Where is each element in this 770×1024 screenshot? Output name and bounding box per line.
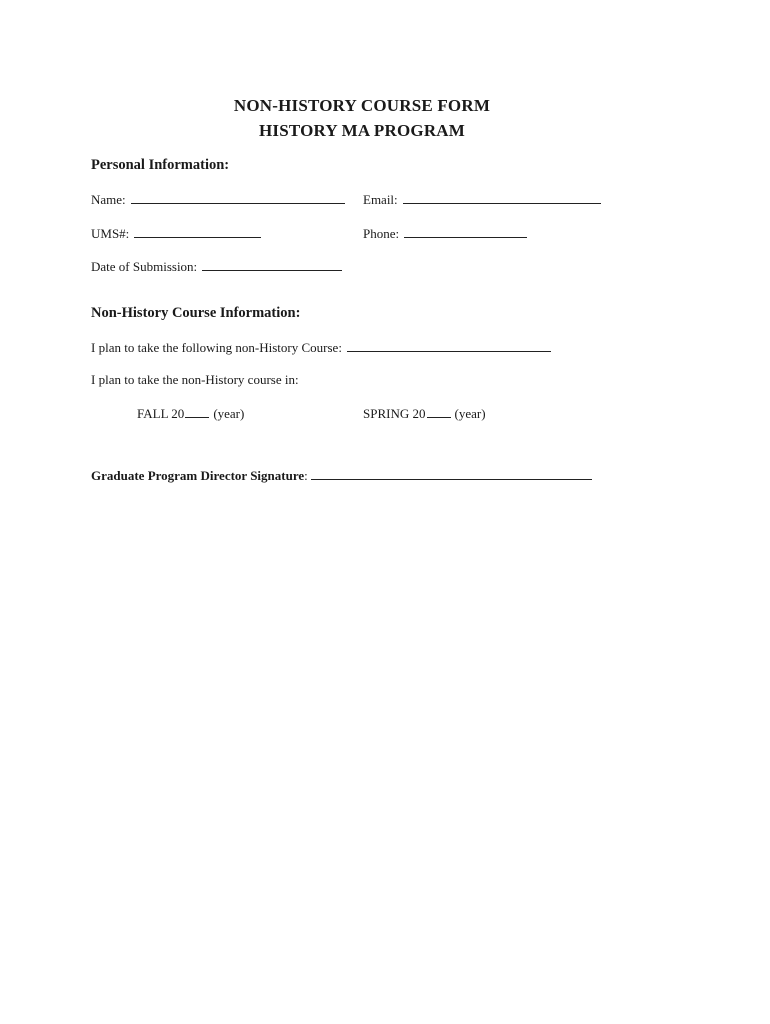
date-submission-field[interactable] xyxy=(91,258,342,275)
fall-term-field[interactable] xyxy=(137,405,244,422)
fall-label: FALL 20 xyxy=(137,406,185,421)
name-field[interactable] xyxy=(91,191,345,208)
form-title-line1: NON-HISTORY COURSE FORM xyxy=(233,96,491,115)
form-title-line2: HISTORY MA PROGRAM xyxy=(258,121,466,140)
personal-info-heading: Personal Information: xyxy=(91,157,230,173)
fall-year-input-line[interactable] xyxy=(185,405,209,418)
spring-year-suffix: (year) xyxy=(454,406,486,421)
course-name-label: I plan to take the following non-History Course: xyxy=(91,340,342,355)
spring-year-input-line[interactable] xyxy=(427,405,451,418)
email-label: Email: xyxy=(363,192,398,207)
spring-label: SPRING 20 xyxy=(363,406,426,421)
phone-input-line[interactable] xyxy=(404,225,527,238)
fall-year-suffix: (year) xyxy=(213,406,245,421)
ums-label: UMS#: xyxy=(91,226,130,241)
spring-term-field[interactable] xyxy=(363,405,486,422)
course-info-heading: Non-History Course Information: xyxy=(91,305,301,321)
director-signature-label: Graduate Program Director Signature xyxy=(91,468,305,483)
date-submission-input-line[interactable] xyxy=(202,258,342,271)
ums-input-line[interactable] xyxy=(134,225,261,238)
phone-label: Phone: xyxy=(363,226,400,241)
signature-colon: : xyxy=(304,468,308,483)
email-field[interactable] xyxy=(363,191,601,208)
director-signature-field[interactable] xyxy=(91,467,592,484)
date-submission-label: Date of Submission: xyxy=(91,259,198,274)
name-label: Name: xyxy=(91,192,126,207)
director-signature-input-line[interactable] xyxy=(311,467,592,480)
ums-field[interactable] xyxy=(91,225,261,242)
name-input-line[interactable] xyxy=(131,191,345,204)
course-name-field[interactable] xyxy=(91,339,551,356)
course-term-label: I plan to take the non-History course in: xyxy=(91,372,299,387)
course-name-input-line[interactable] xyxy=(347,339,551,352)
email-input-line[interactable] xyxy=(403,191,601,204)
phone-field[interactable] xyxy=(363,225,527,242)
